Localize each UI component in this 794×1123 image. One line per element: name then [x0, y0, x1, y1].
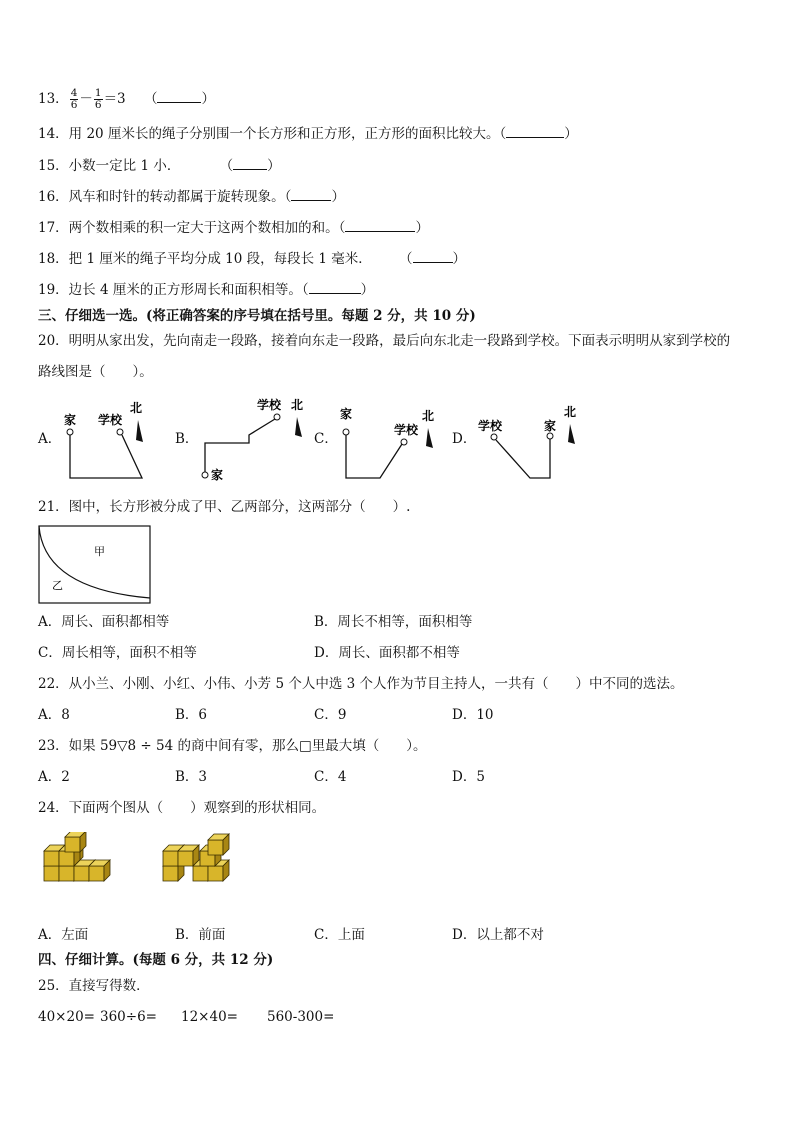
- route-diagram-b: [195, 395, 310, 483]
- school-label: 学校: [394, 423, 419, 437]
- option-20-b-label[interactable]: B．: [175, 431, 199, 447]
- north-arrow-icon: [136, 420, 143, 442]
- school-marker: [491, 434, 497, 440]
- question-24: 24．下面两个图从（ ）观察到的形状相同。: [38, 800, 326, 816]
- option-20-d-label[interactable]: D．: [452, 431, 477, 447]
- part-a-label: 甲: [94, 545, 105, 558]
- question-25: 25．直接写得数．: [38, 978, 150, 994]
- section-3-heading: 三、仔细选一选。(将正确答案的序号填在括号里。每题 2 分，共 10 分): [38, 308, 476, 324]
- school-marker: [117, 429, 123, 435]
- question-17: 17．两个数相乘的积一定大于这两个数相加的和。（ ）: [38, 220, 429, 236]
- section-4-heading: 四、仔细计算。(每题 6 分，共 12 分): [38, 952, 274, 968]
- cube: [65, 832, 86, 852]
- north-arrow-icon: [426, 428, 433, 448]
- part-b-label: 乙: [52, 579, 63, 592]
- route-path: [346, 435, 402, 478]
- expression-1: 40×20=: [38, 1009, 95, 1025]
- home-marker: [67, 429, 73, 435]
- north-label: 北: [564, 405, 577, 419]
- north-label: 北: [130, 401, 143, 415]
- option-23-b[interactable]: B．3: [175, 769, 208, 785]
- option-20-a-label[interactable]: A．: [38, 431, 62, 447]
- route-diagram-c: [334, 400, 444, 482]
- answer-blank-14[interactable]: [506, 124, 564, 138]
- cube-figure-right: [160, 832, 240, 884]
- option-21-c[interactable]: C．周长相等，面积不相等: [38, 645, 197, 661]
- question-21: 21．图中，长方形被分成了甲、乙两部分，这两部分（ ）.: [38, 499, 411, 515]
- expression-3: 12×40=: [181, 1009, 238, 1025]
- home-marker: [343, 429, 349, 435]
- north-label: 北: [422, 409, 435, 423]
- option-24-a[interactable]: A．左面: [38, 927, 89, 943]
- fraction-1-6: $\frac{1}{6}$: [94, 87, 102, 111]
- rectangle-diagram: [38, 525, 152, 605]
- north-arrow-icon: [295, 417, 302, 437]
- question-19: 19．边长 4 厘米的正方形周长和面积相等。（ ）: [38, 282, 375, 298]
- answer-blank-13[interactable]: [157, 89, 201, 103]
- expression-2: 360÷6=: [100, 1009, 157, 1025]
- route-path: [205, 419, 275, 473]
- answer-blank-16[interactable]: [291, 187, 331, 201]
- answer-blank-15[interactable]: [233, 156, 267, 170]
- question-20-line1: 20．明明从家出发，先向南走一段路，接着向东走一段路，最后向东北走一段路到学校。下面表示明明从家到学校的: [38, 333, 731, 349]
- home-label: 家: [64, 413, 77, 427]
- school-label: 学校: [257, 398, 282, 412]
- option-23-a[interactable]: A．2: [38, 769, 70, 785]
- home-marker: [547, 433, 553, 439]
- option-22-d[interactable]: D．10: [452, 707, 494, 723]
- cube: [89, 860, 110, 881]
- option-24-b[interactable]: B．前面: [175, 927, 226, 943]
- option-22-a[interactable]: A．8: [38, 707, 70, 723]
- cube: [208, 834, 229, 855]
- option-23-c[interactable]: C．4: [314, 769, 347, 785]
- question-18: 18．把 1 厘米的绳子平均分成 10 段，每段长 1 毫米． （ ）: [38, 251, 467, 267]
- question-13: 13． $\frac{4}{6}$ － $\frac{1}{6}$ ＝3 （ ）: [38, 87, 215, 111]
- question-23: 23．如果 59▽8 ÷ 54 的商中间有零，那么□里最大填（ ）。: [38, 738, 427, 754]
- option-21-b[interactable]: B．周长不相等，面积相等: [314, 614, 473, 630]
- school-label: 学校: [98, 413, 123, 427]
- question-16: 16．风车和时针的转动都属于旋转现象。（ ）: [38, 189, 345, 205]
- option-23-d[interactable]: D．5: [452, 769, 485, 785]
- option-21-a[interactable]: A．周长、面积都相等: [38, 614, 170, 630]
- question-15: 15．小数一定比 1 小． （ ）: [38, 158, 281, 174]
- option-22-b[interactable]: B．6: [175, 707, 208, 723]
- question-14: 14．用 20 厘米长的绳子分别围一个长方形和正方形，正方形的面积比较大。（ ）: [38, 126, 578, 142]
- north-arrow-icon: [568, 424, 575, 444]
- answer-blank-17[interactable]: [345, 218, 415, 232]
- cube-figure-left: [40, 832, 120, 884]
- school-label: 学校: [478, 419, 503, 433]
- question-20-line2: 路线图是（ ）。: [38, 364, 153, 380]
- home-label: 家: [211, 468, 224, 482]
- route-path: [496, 439, 550, 478]
- option-22-c[interactable]: C．9: [314, 707, 347, 723]
- home-marker: [202, 472, 208, 478]
- option-21-d[interactable]: D．周长、面积都不相等: [314, 645, 460, 661]
- home-label: 家: [544, 419, 557, 433]
- route-path: [70, 435, 142, 478]
- route-diagram-d: [472, 400, 587, 482]
- option-24-c[interactable]: C．上面: [314, 927, 365, 943]
- fraction-4-6: $\frac{4}{6}$: [70, 87, 78, 111]
- route-diagram-a: [58, 400, 158, 482]
- home-label: 家: [340, 407, 353, 421]
- option-24-d[interactable]: D．以上都不对: [452, 927, 544, 943]
- expression-4: 560-300=: [267, 1009, 335, 1025]
- option-20-c-label[interactable]: C．: [314, 431, 338, 447]
- question-22: 22．从小兰、小刚、小红、小伟、小芳 5 个人中选 3 个人作为节目主持人，一共有（ ）中不同的选法。: [38, 676, 684, 692]
- answer-blank-18[interactable]: [413, 249, 453, 263]
- answer-blank-19[interactable]: [309, 280, 361, 294]
- north-label: 北: [291, 398, 304, 412]
